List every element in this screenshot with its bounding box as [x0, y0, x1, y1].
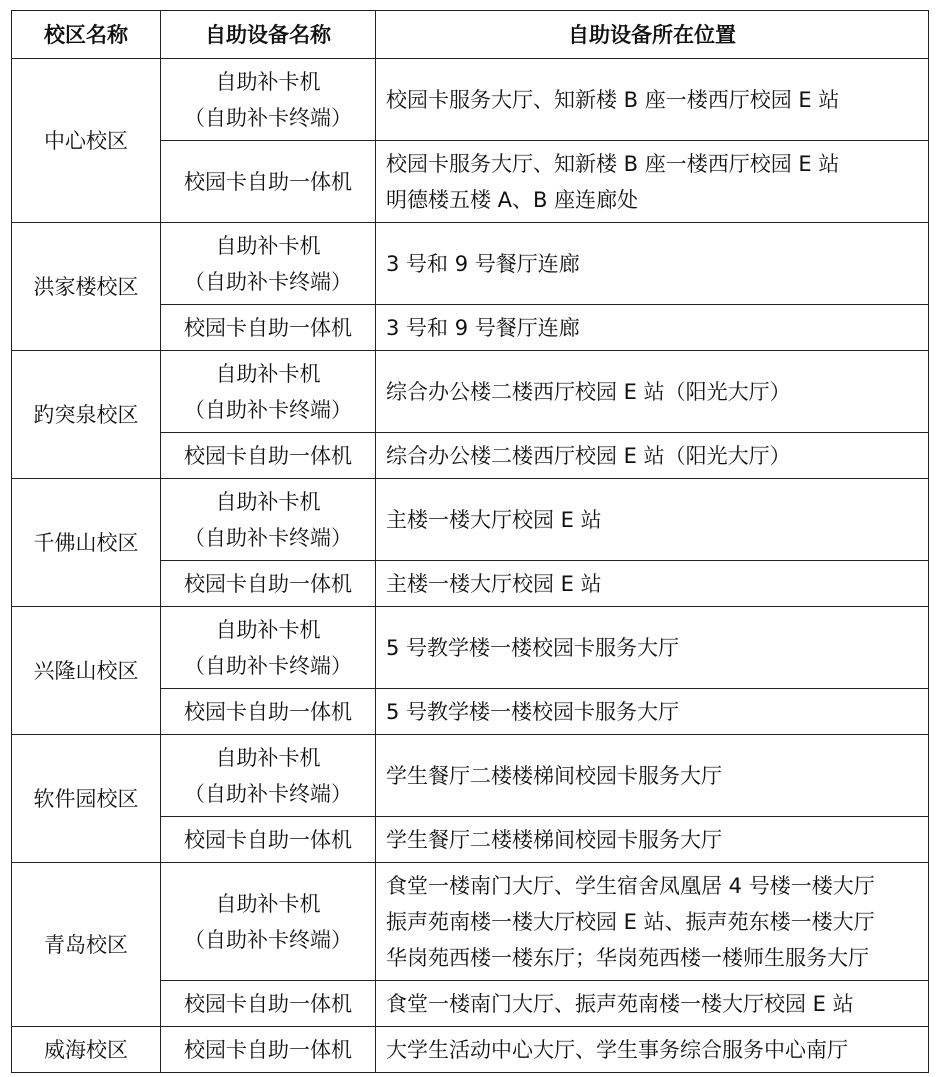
location-line: 校园卡服务大厅、知新楼 B 座一楼西厅校园 E 站: [386, 87, 840, 112]
location-line: 综合办公楼二楼西厅校园 E 站（阳光大厅）: [386, 379, 791, 404]
table-row: [12, 863, 929, 981]
table-row: [12, 59, 929, 141]
location-cell: [376, 1027, 929, 1073]
device-kiosk: 校园卡自助一体机: [161, 689, 376, 735]
campus-name: 软件园校区: [12, 735, 161, 863]
campus-name: 青岛校区: [12, 863, 161, 1027]
device-reissue-line1: 自助补卡机: [215, 69, 321, 94]
device-reissue: [161, 607, 376, 689]
location-line: 综合办公楼二楼西厅校园 E 站（阳光大厅）: [386, 443, 791, 468]
location-cell: [376, 433, 929, 479]
device-kiosk: 校园卡自助一体机: [161, 561, 376, 607]
device-reissue: [161, 351, 376, 433]
campus-name: 洪家楼校区: [12, 223, 161, 351]
device-reissue-line2: （自助补卡终端）: [184, 269, 352, 294]
self-service-device-table: [11, 10, 929, 1073]
device-reissue-line2: （自助补卡终端）: [184, 653, 352, 678]
campus-name: 中心校区: [12, 59, 161, 223]
campus-name: 趵突泉校区: [12, 351, 161, 479]
device-reissue-line1: 自助补卡机: [215, 891, 321, 916]
header-location: 自助设备所在位置: [376, 11, 929, 59]
device-reissue: [161, 223, 376, 305]
location-cell: [376, 223, 929, 305]
device-kiosk: 校园卡自助一体机: [161, 141, 376, 223]
device-reissue-line2: （自助补卡终端）: [184, 781, 352, 806]
device-kiosk: 校园卡自助一体机: [161, 433, 376, 479]
location-line: 学生餐厅二楼楼梯间校园卡服务大厅: [386, 763, 722, 788]
device-reissue-line1: 自助补卡机: [215, 361, 321, 386]
location-line: 主楼一楼大厅校园 E 站: [386, 571, 602, 596]
device-kiosk: 校园卡自助一体机: [161, 817, 376, 863]
device-reissue-line2: （自助补卡终端）: [184, 397, 352, 422]
device-reissue-line1: 自助补卡机: [215, 489, 321, 514]
location-cell: [376, 863, 929, 981]
device-reissue-line1: 自助补卡机: [215, 233, 321, 258]
location-cell: [376, 479, 929, 561]
location-cell: [376, 561, 929, 607]
location-cell: [376, 735, 929, 817]
campus-name: 千佛山校区: [12, 479, 161, 607]
location-line: 食堂一楼南门大厅、学生宿舍凤凰居 4 号楼一楼大厅: [386, 873, 875, 898]
device-reissue-line2: （自助补卡终端）: [184, 525, 352, 550]
location-line: 食堂一楼南门大厅、振声苑南楼一楼大厅校园 E 站: [386, 991, 854, 1016]
location-line: 3 号和 9 号餐厅连廊: [386, 251, 580, 276]
device-kiosk: 校园卡自助一体机: [161, 981, 376, 1027]
table-row: [12, 479, 929, 561]
device-reissue-line1: 自助补卡机: [215, 617, 321, 642]
header-campus: 校区名称: [12, 11, 161, 59]
location-line: 学生餐厅二楼楼梯间校园卡服务大厅: [386, 827, 722, 852]
device-reissue-line2: （自助补卡终端）: [184, 927, 352, 952]
location-line: 华岗苑西楼一楼东厅；华岗苑西楼一楼师生服务大厅: [386, 945, 869, 970]
table-row: [12, 223, 929, 305]
campus-name: 兴隆山校区: [12, 607, 161, 735]
device-reissue: [161, 863, 376, 981]
table-row: [12, 735, 929, 817]
header-device: 自助设备名称: [161, 11, 376, 59]
location-line: 主楼一楼大厅校园 E 站: [386, 507, 602, 532]
device-reissue: [161, 59, 376, 141]
location-line: 5 号教学楼一楼校园卡服务大厅: [386, 635, 680, 660]
location-line: 大学生活动中心大厅、学生事务综合服务中心南厅: [386, 1037, 848, 1062]
device-reissue-line2: （自助补卡终端）: [184, 105, 352, 130]
device-kiosk: 校园卡自助一体机: [161, 305, 376, 351]
location-line: 3 号和 9 号餐厅连廊: [386, 315, 580, 340]
location-line: 校园卡服务大厅、知新楼 B 座一楼西厅校园 E 站: [386, 151, 840, 176]
location-cell: [376, 689, 929, 735]
device-reissue: [161, 479, 376, 561]
device-reissue-line1: 自助补卡机: [215, 745, 321, 770]
location-cell: [376, 59, 929, 141]
location-cell: [376, 141, 929, 223]
location-cell: [376, 607, 929, 689]
header-row: [12, 11, 929, 59]
location-line: 5 号教学楼一楼校园卡服务大厅: [386, 699, 680, 724]
device-reissue: [161, 735, 376, 817]
table-row: [12, 607, 929, 689]
location-cell: [376, 817, 929, 863]
device-kiosk: 校园卡自助一体机: [161, 1027, 376, 1073]
location-cell: [376, 981, 929, 1027]
table-row: [12, 1027, 929, 1073]
location-cell: [376, 351, 929, 433]
location-line: 明德楼五楼 A、B 座连廊处: [386, 187, 639, 212]
location-line: 振声苑南楼一楼大厅校园 E 站、振声苑东楼一楼大厅: [386, 909, 875, 934]
campus-name: 威海校区: [12, 1027, 161, 1073]
location-cell: [376, 305, 929, 351]
table-row: [12, 351, 929, 433]
